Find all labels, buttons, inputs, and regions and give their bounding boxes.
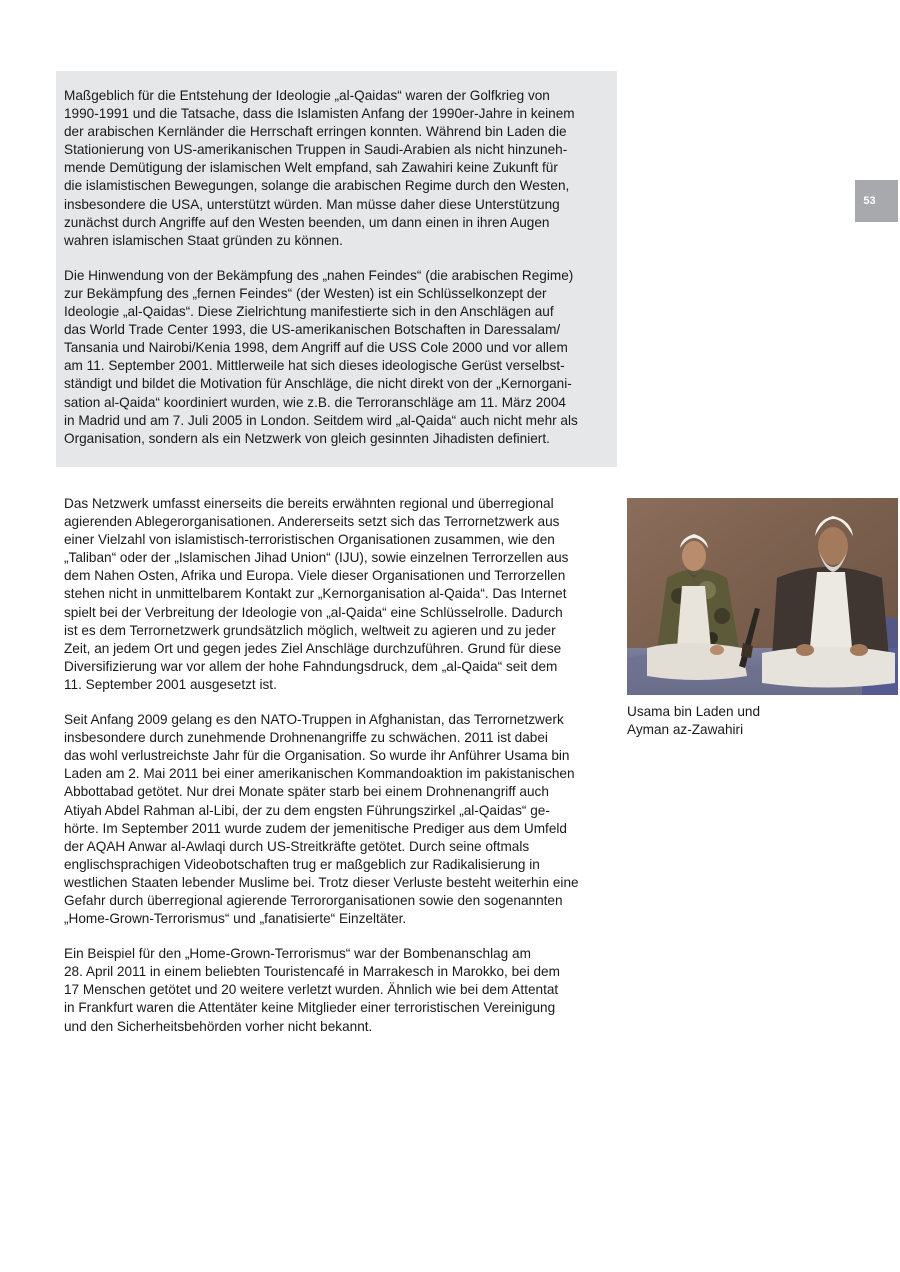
photo-illustration — [627, 498, 898, 695]
photo — [627, 498, 898, 695]
main-text — [64, 495, 614, 1036]
photo-caption: Usama bin Laden und Ayman az-Zawahiri — [627, 704, 761, 737]
main-paragraph-1: Das Netzwerk umfasst einerseits die bereits erwähnten regional und überregional agierenden Ablegerorganisationen. Andererseits setzt sich das Terrornetzwerk aus einer Vielzahl von islamistisch-terroristischen Organisationen zusammen, wie den „Taliban“ oder der „Islamischen Jihad Union“ (IJU), sowie einzelnen Terrorzellen aus dem Nahen Osten, Afrika und Europa. Viele dieser Organisationen und Terrorzellen stehen nicht in unmittelbarem Kontakt zur „Kernorganisation al-Qaida“. Das Internet spielt bei der Verbreitung der Ideologie von „al-Qaida“ eine Schlüsselrolle. Dadurch ist es dem Terrornetzwerk grundsätzlich möglich, weltweit zu agieren und zu jeder Zeit, an jedem Ort und gegen jedes Ziel Anschläge durchzuführen. Grund für diese Diversifizierung war vor allem der hohe Fahndungsdruck, dem „al-Qaida“ seit dem 11. September 2001 ausgesetzt ist. — [64, 496, 569, 692]
box-paragraph-1: Maßgeblich für die Entstehung der Ideologie „al-Qaidas“ waren der Golfkrieg von 1990-1991 und die Tatsache, dass die Islamisten Anfang der 1990er-Jahre in keinem der arabischen Kernländer die Herrschaft erringen konnten. Während bin Laden die Stationierung von US-amerikanischen Truppen in Saudi-Arabien als nicht hinzuneh- mende Demütigung der islamischen Welt empfand, sah Zawahiri keine Zukunft für die islamistischen Bewegungen, solange die arabischen Regime durch den Westen, insbesondere die USA, unterstützt würden. Man müsse daher diese Unterstützung zunächst durch Angriffe auf den Westen beenden, um dann einen in ihren Augen wahren islamischen Staat gründen zu können. — [64, 88, 575, 248]
page-number-tab — [855, 180, 898, 222]
page-number: 53 — [863, 195, 876, 207]
box-paragraph-2: Die Hinwendung von der Bekämpfung des „nahen Feindes“ (die arabischen Regime) zur Bekämpfung des „fernen Feindes“ (der Westen) ist ein Schlüsselkonzept der Ideologie „al-Qaidas“. Diese Zielrichtung manifestierte sich in den Anschlägen auf das World Trade Center 1993, die US-amerikanischen Botschaften in Daressalam/ Tansania und Nairobi/Kenia 1998, dem Angriff auf die USS Cole 2000 und vor allem am 11. September 2001. Mittlerweile hat sich dieses ideologische Gerüst verselbst- ständigt und bildet die Motivation für Anschläge, die nicht direkt von der „Kernorgani- sation al-Qaida“ koordiniert wurden, wie z.B. die Terroranschläge am 11. März 2004 in Madrid und am 7. Juli 2005 in London. Seitdem wird „al-Qaida“ auch nicht mehr als Organisation, sondern als ein Netzwerk von gleich gesinnten Jihadisten definiert. — [64, 267, 578, 446]
main-paragraph-2: Seit Anfang 2009 gelang es den NATO-Truppen in Afghanistan, das Terrornetzwerk insbesondere durch zunehmende Drohnenangriffe zu schwächen. 2011 ist dabei das wohl verlustreichste Jahr für die Organisation. So wurde ihr Anführer Usama bin Laden am 2. Mai 2011 bei einer amerikanischen Kommandoaktion im pakistanischen Abbottabad getötet. Nur drei Monate später starb bei einem Drohnenangriff auch Atiyah Abdel Rahman al-Libi, der zu dem engsten Führungszirkel „al-Qaidas“ ge- hörte. Im September 2011 wurde zudem der jemenitische Prediger aus dem Umfeld der AQAH Anwar al-Awlaqi durch US-Streitkräfte getötet. Durch seine oftmals englischsprachigen Videobotschaften trug er maßgeblich zur Radikalisierung in westlichen Staaten lebender Muslime bei. Trotz dieser Verluste besteht weiterhin eine Gefahr durch überregional agierende Terrororganisationen sowie den sogenannten „Home-Grown-Terrorismus“ und „fanatisierte“ Einzeltäter. — [64, 712, 579, 927]
main-paragraph-3: Ein Beispiel für den „Home-Grown-Terrorismus“ war der Bombenanschlag am 28. April 2011 in einem beliebten Touristencafé in Marrakesch in Marokko, bei dem 17 Menschen getötet und 20 weitere verletzt wurden. Ähnlich wie bei dem Attentat in Frankfurt waren die Attentäter keine Mitglieder einer terroristischen Vereinigung und den Sicherheitsbehörden vorher nicht bekannt. — [64, 946, 560, 1034]
highlight-box — [56, 71, 617, 467]
